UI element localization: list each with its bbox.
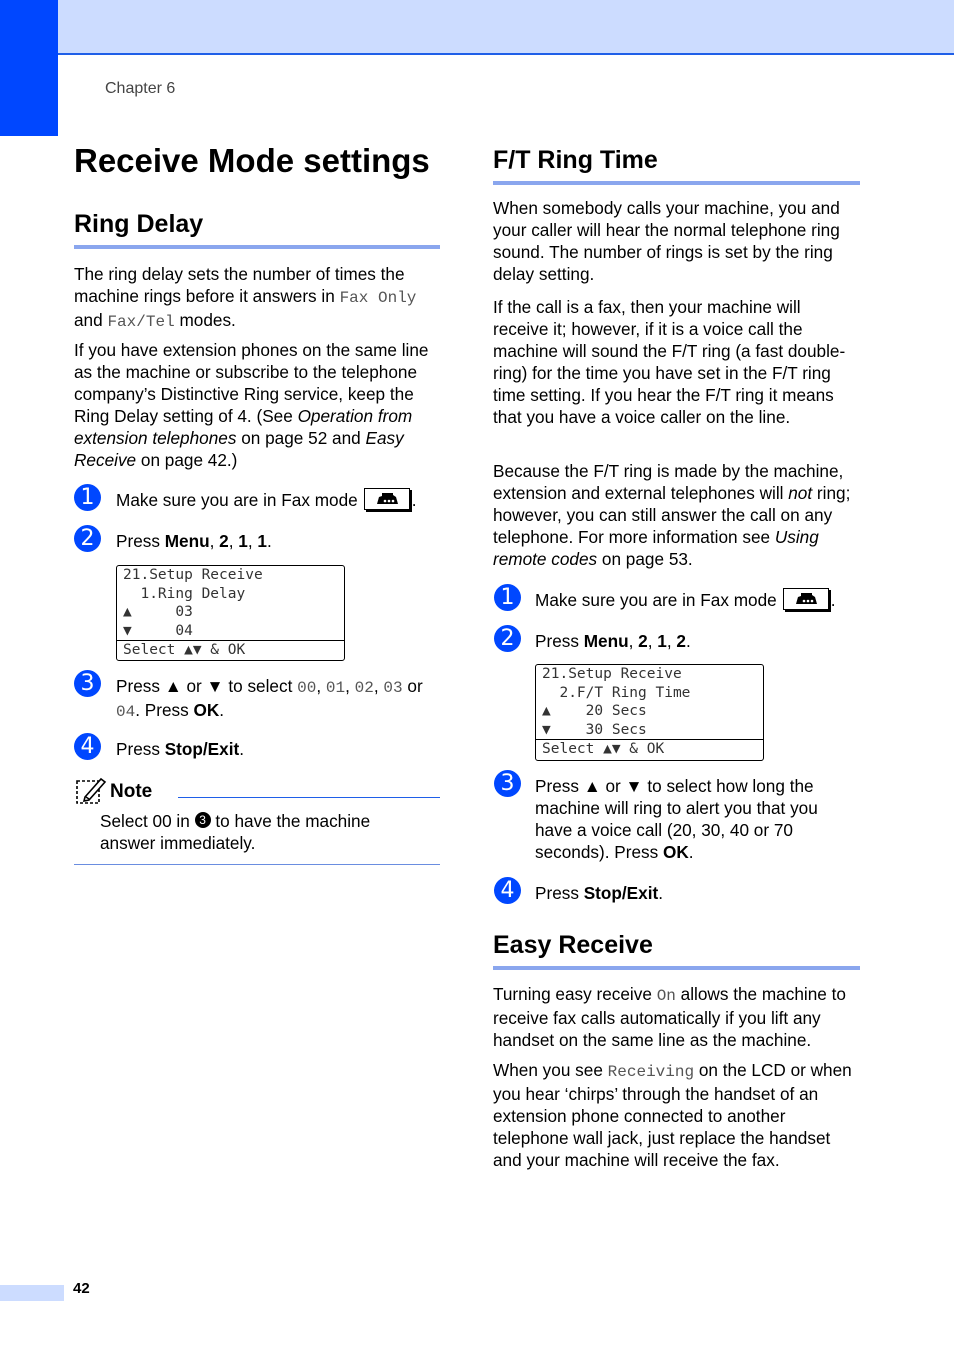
lcd-display-ring-delay [116,565,345,661]
lcd-line: 2.F/T Ring Time [542,684,691,701]
key-2: 2 [676,631,686,651]
key-stop-exit: Stop/Exit [164,739,240,759]
lcd-display-ft-ring-time [535,664,764,761]
text: Press [535,883,584,903]
easy-receive-detail [493,1059,860,1171]
easy-receive-heading: Easy Receive [493,931,860,970]
key-1: 1 [238,531,248,551]
ft-ring-step-1 [535,589,865,612]
ring-delay-step-1 [116,489,446,512]
step-number-badge: 1 [494,584,521,611]
note-title: Note [110,781,153,802]
ring-delay-heading: Ring Delay [74,210,440,249]
ft-ring-intro: When somebody calls your machine, you and your caller will hear the normal telephone ring sound. The number of rings is set by the ring delay setting. [493,198,840,284]
text: When you see [493,1060,608,1080]
ring-delay-step-2 [116,530,272,552]
lcd-line: Select ▲▼ & OK [117,640,344,660]
text: modes. [174,310,236,330]
text: Make sure you are in Fax mode [535,590,777,610]
header-band [0,0,954,55]
lcd-line: ▼ 30 Secs [542,721,647,738]
text: Select 00 in [100,811,195,831]
text: . [658,883,663,903]
text: or [402,676,423,696]
text: and [74,310,108,330]
page-number: 42 [73,1280,90,1297]
lcd-text-fax-tel: Fax/Tel [107,313,175,331]
text: . [411,490,417,510]
key-menu: Menu [164,531,210,551]
page-title: Receive Mode settings [74,142,430,179]
text: The ring delay sets the number of times the machine rings before it answers in [74,264,405,306]
text: Because the F/T ring is made by the machine, extension and external telephones will [493,461,844,503]
text: Press ▲ or ▼ to select how long the machine will ring to alert you that you have a voice call (20, 30, 40 or 70 seconds). Press [535,776,818,862]
text: . [830,590,836,610]
text: on page 52 and [236,428,366,448]
lcd-line: ▲ 20 Secs [542,703,647,719]
text: ring; however, you can still answer the call on any telephone. For more information see [493,483,851,547]
text: . [685,631,691,651]
ring-delay-extension-note [74,339,440,471]
text: , [316,676,326,696]
chapter-label: Chapter 6 [105,80,176,97]
step-number-badge: 4 [74,733,101,760]
footer-band [0,1285,64,1301]
lcd-value: 00 [297,679,317,697]
text: Make sure you are in Fax mode [116,490,358,510]
key-menu: Menu [583,631,629,651]
ring-delay-step-4 [116,738,244,760]
text: If you have extension phones on the same line as the machine or subscribe to the telephone company’s Distinctive Ring service, keep the Ring Delay setting of 4. (See [74,340,429,426]
text: Press [535,631,584,651]
lcd-text-receiving: Receiving [607,1063,695,1081]
step-number-badge: 3 [494,770,521,797]
xref-remote-codes: Using remote codes [493,527,819,569]
text: . Press [135,700,194,720]
xref-easy-receive: Easy Receive [74,428,404,470]
ft-ring-step-2 [535,630,691,652]
step-number-badge: 3 [74,670,101,697]
key-ok: OK [663,842,689,862]
text: . [266,531,272,551]
lcd-line: 21.Setup Receive [123,567,263,583]
text: . [219,700,225,720]
text: Press ▲ or ▼ to select [116,676,298,696]
text: , [373,676,384,696]
lcd-text-on: On [656,987,676,1005]
lcd-text-fax-only: Fax Only [339,289,417,307]
ft-ring-explanation: If the call is a fax, then your machine will receive it; however, if it is a voice call the machine will sound the F/T ring (a fast double-ring) for the time you have set in the F/T ring time setting. If you hear the F/T ring it means that you have a voice caller on the line. [493,297,846,427]
text: on the LCD or when you hear ‘chirps’ through the handset of an extension phone connected to another telephone wall jack, just replace the handset and your machine will receive the fax. [493,1060,852,1170]
lcd-line: 21.Setup Receive [542,666,682,682]
lcd-value: 01 [325,679,346,697]
lcd-value: 04 [116,703,136,721]
text: Press [116,739,165,759]
text: allows the machine to receive fax calls automatically if you lift any handset on the same line as the machine. [493,984,846,1050]
ring-delay-step-3 [116,675,442,723]
chapter-tab [0,0,58,136]
text: , [666,631,677,651]
fax-mode-icon [364,488,410,510]
step-reference-badge: 3 [195,812,211,828]
text: , [228,531,239,551]
fax-mode-icon [783,588,829,610]
ft-ring-step-4 [535,882,663,904]
text: , [209,531,220,551]
text: on page 53. [597,549,693,569]
note-body [100,810,430,854]
text: on page 42.) [136,450,238,470]
text: Turning easy receive [493,984,657,1004]
lcd-value: 02 [354,679,374,697]
text: , [647,631,658,651]
key-stop-exit: Stop/Exit [583,883,659,903]
step-number-badge: 1 [74,484,101,511]
step-number-badge: 4 [494,877,521,904]
text: Press [116,531,165,551]
ring-delay-intro [74,263,440,333]
key-2: 2 [219,531,229,551]
text: , [628,631,639,651]
text: . [239,739,244,759]
ft-ring-step-3 [535,775,855,863]
text: , [345,676,355,696]
note-divider [178,797,440,798]
text: to have the machine answer immediately. [100,811,371,853]
lcd-line: ▲ 03 [123,604,193,620]
key-ok: OK [193,700,220,720]
key-1: 1 [257,531,267,551]
key-2: 2 [638,631,648,651]
text: . [688,842,694,862]
note-bottom-rule [74,864,440,865]
easy-receive-intro [493,983,860,1051]
step-number-badge: 2 [494,625,521,652]
ft-ring-extension-note [493,460,860,570]
lcd-line: ▼ 04 [123,622,193,639]
lcd-line: 1.Ring Delay [123,585,246,602]
lcd-value: 03 [383,679,403,697]
key-1: 1 [657,631,667,651]
xref-extension-telephones: Operation from extension telephones [74,406,413,448]
lcd-line: Select ▲▼ & OK [536,739,763,759]
emphasis-not: not [788,483,813,503]
note-pencil-icon [75,776,107,806]
text: , [247,531,258,551]
ft-ring-time-heading: F/T Ring Time [493,146,860,185]
step-number-badge: 2 [74,525,101,552]
